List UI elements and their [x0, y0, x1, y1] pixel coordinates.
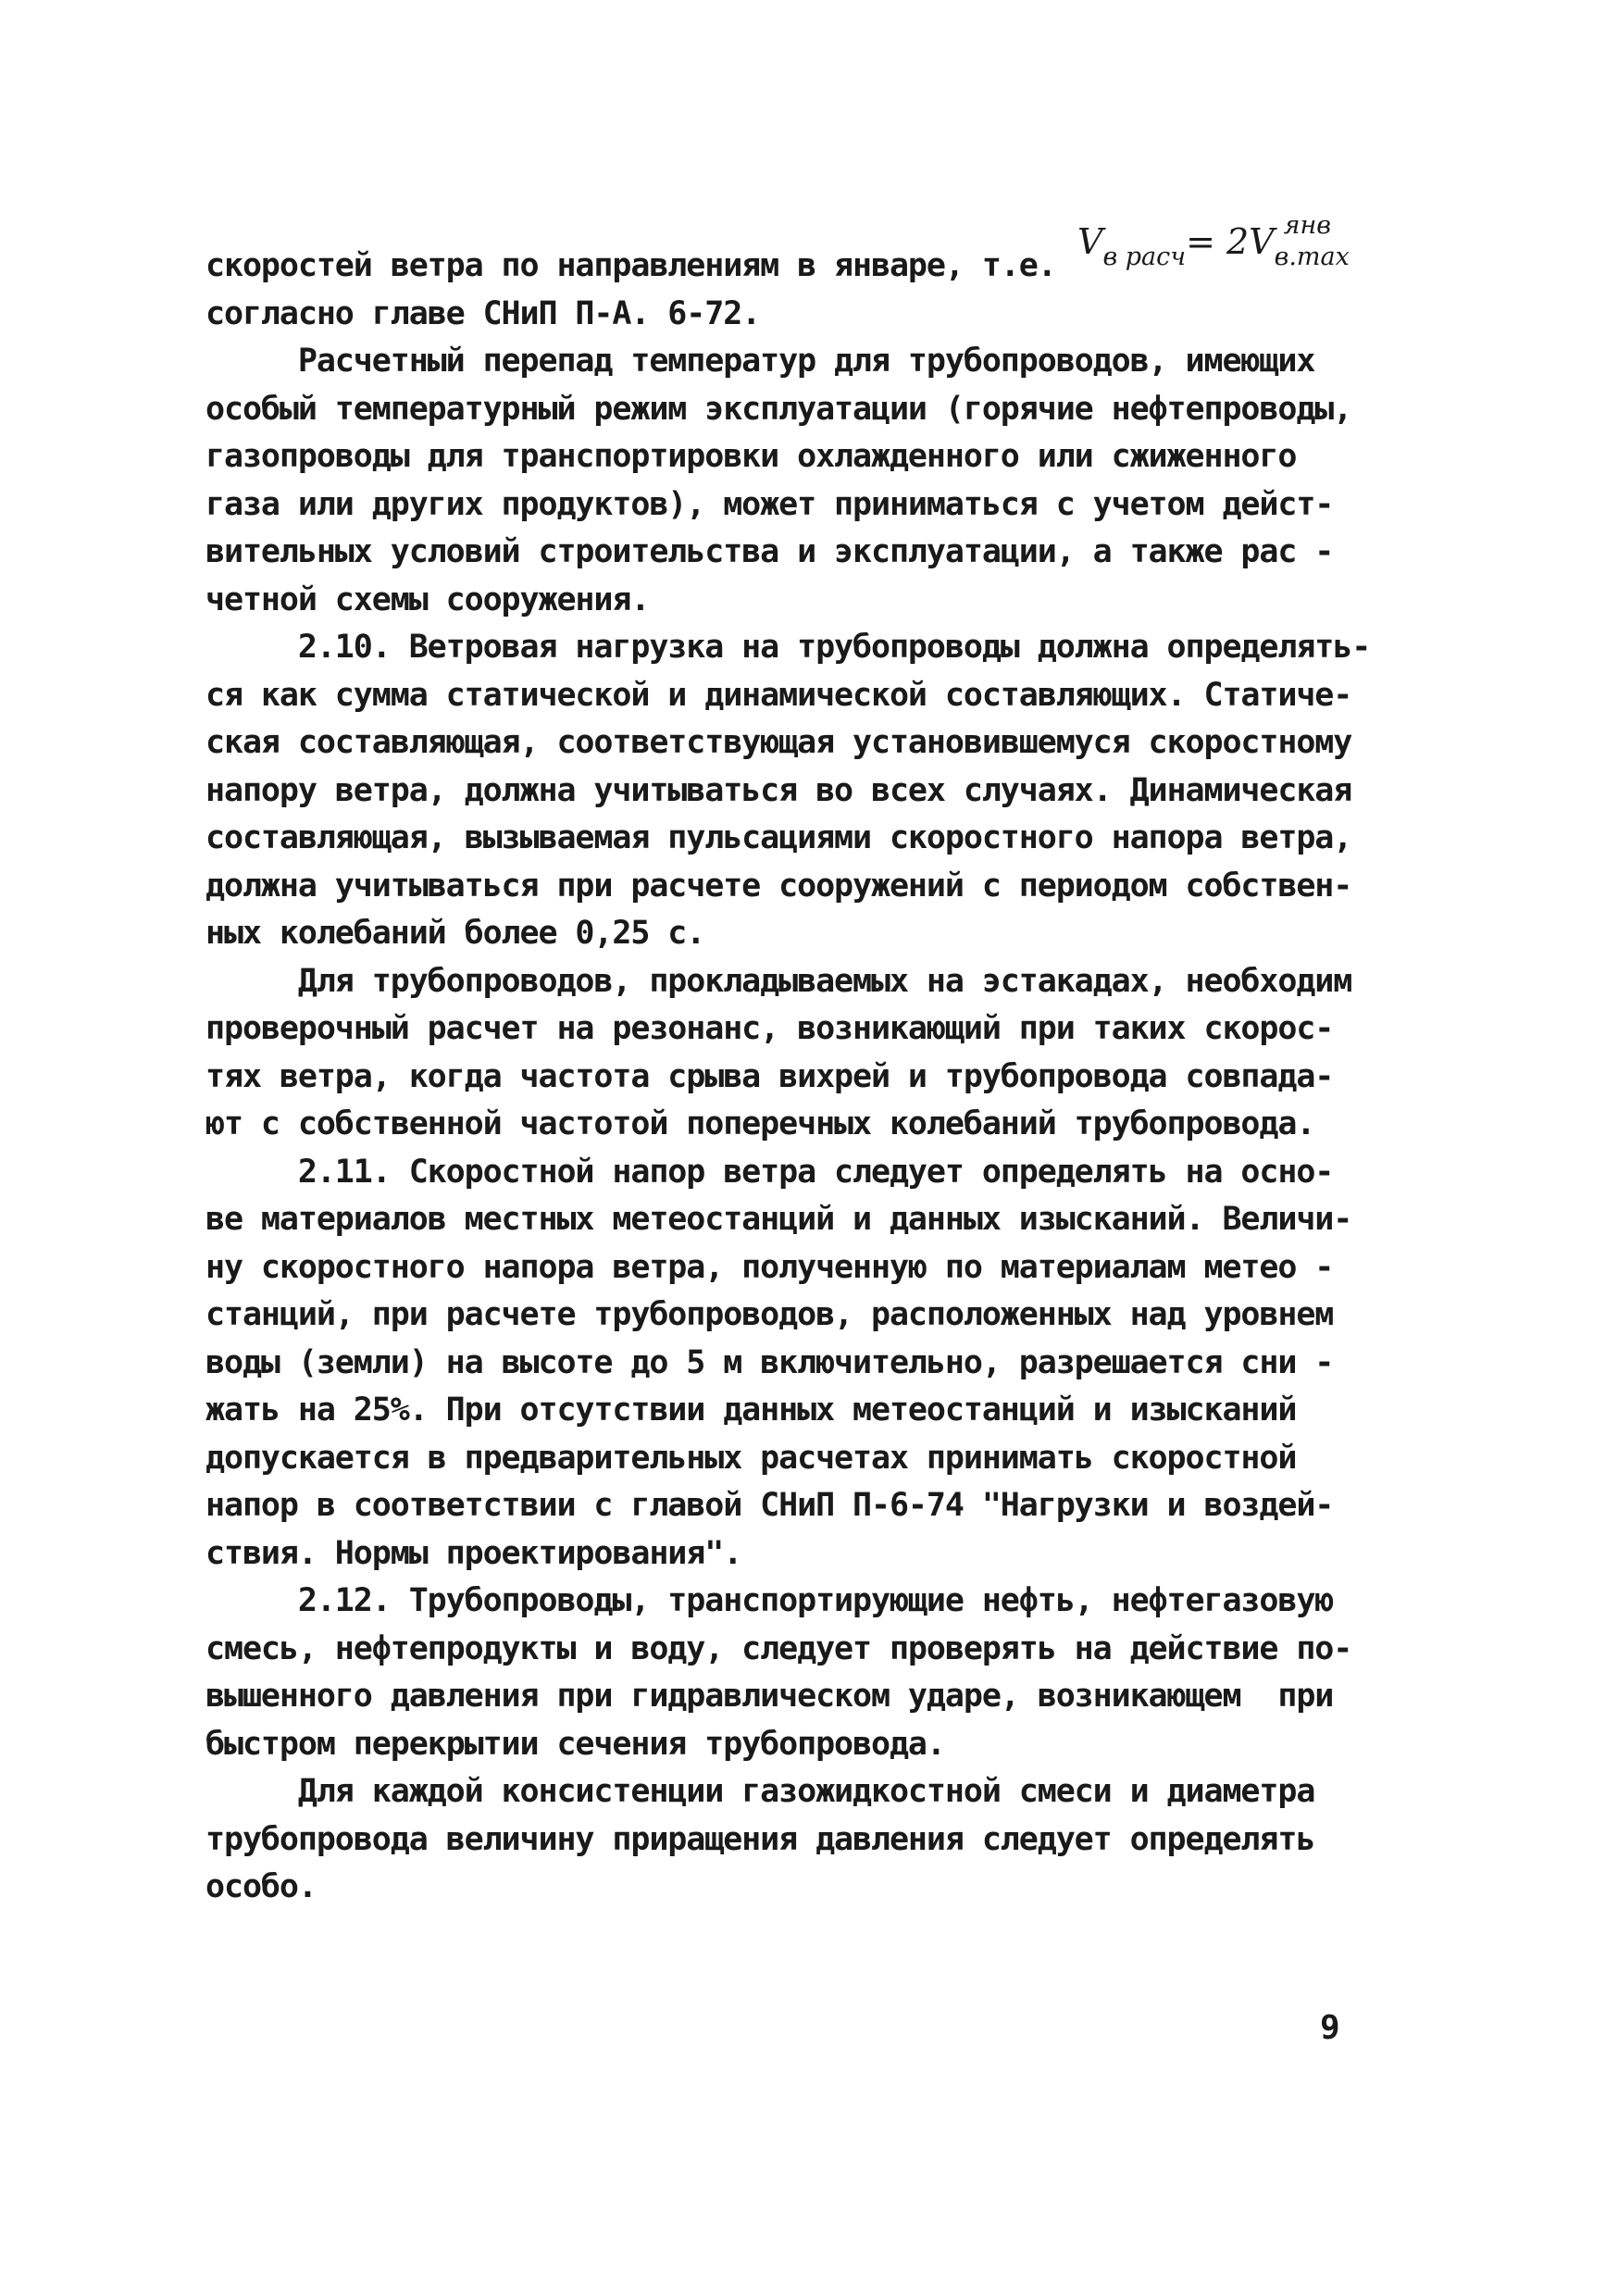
text-line: ных колебаний более 0,25 с. — [205, 915, 705, 952]
formula-v-symbol: V — [1077, 221, 1103, 262]
formula-subscript-max: в.max — [1274, 243, 1350, 271]
formula-subscript: в расч — [1102, 243, 1187, 271]
text-line: ская составляющая, соответствующая установившемуся скоростному — [205, 724, 1352, 761]
text-line: тях ветра, когда частота срыва вихрей и трубопровода совпада- — [205, 1057, 1334, 1095]
text-line: составляющая, вызываемая пульсациями скоростного напора ветра, — [205, 819, 1352, 856]
formula-indices — [1274, 211, 1350, 271]
formula-superscript: янв — [1283, 211, 1331, 240]
text-line: газа или других продуктов), может приниматься с учетом дейст- — [205, 485, 1334, 523]
body-text — [205, 211, 1400, 1912]
text-line-content: скоростей ветра по направлениям в январе, т.е. — [205, 247, 1056, 284]
text-line — [205, 211, 1400, 291]
text-line: особо. — [205, 1868, 317, 1905]
text-line: станций, при расчете трубопроводов, расположенных над уровнем — [205, 1296, 1334, 1333]
text-line: трубопровода величину приращения давления следует определять — [205, 1820, 1315, 1858]
text-line: смесь, нефтепродукты и воду, следует проверять на действие по- — [205, 1629, 1352, 1667]
text-line: Для трубопроводов, прокладываемых на эстакадах, необходим — [205, 962, 1352, 1000]
text-line: вительных условий строительства и эксплуатации, а также рас - — [205, 533, 1334, 570]
page-number: 9 — [1320, 2009, 1340, 2047]
wind-speed-formula — [1077, 211, 1350, 271]
text-line: должна учитываться при расчете сооружений с периодом собствен- — [205, 867, 1352, 905]
text-line: согласно главе СНиП П-А. 6-72. — [205, 294, 761, 332]
text-line: особый температурный режим эксплуатации (горячие нефтепроводы, — [205, 390, 1352, 428]
formula-equals: = 2V — [1186, 221, 1275, 262]
text-line: вышенного давления при гидравлическом ударе, возникающем при — [205, 1678, 1334, 1715]
text-line: газопроводы для транспортировки охлажденного или сжиженного — [205, 438, 1297, 475]
text-line: воды (земли) на высоте до 5 м включительно, разрешается сни - — [205, 1343, 1334, 1381]
text-line: ну скоростного напора ветра, полученную по материалам метео - — [205, 1248, 1334, 1286]
text-line: жать на 25%. При отсутствии данных метеостанций и изысканий — [205, 1391, 1297, 1429]
text-line: Расчетный перепад температур для трубопроводов, имеющих — [205, 343, 1315, 380]
section-2-10-heading-line: 2.10. Ветровая нагрузка на трубопроводы должна определять- — [205, 629, 1371, 666]
text-line: ся как сумма статической и динамической составляющих. Статиче- — [205, 676, 1352, 714]
text-line: Для каждой консистенции газожидкостной смеси и диаметра — [205, 1773, 1315, 1810]
text-line: допускается в предварительных расчетах принимать скоростной — [205, 1439, 1297, 1477]
text-line: напор в соответствии с главой СНиП П-6-74 "Нагрузки и воздей- — [205, 1487, 1334, 1524]
text-line: ют с собственной частотой поперечных колебаний трубопровода. — [205, 1105, 1315, 1142]
text-line: ствия. Нормы проектирования". — [205, 1534, 742, 1572]
text-line: быстром перекрытии сечения трубопровода. — [205, 1725, 945, 1763]
section-2-12-heading-line: 2.12. Трубопроводы, транспортирующие нефть, нефтегазовую — [205, 1582, 1334, 1619]
section-2-11-heading-line: 2.11. Скоростной напор ветра следует определять на осно- — [205, 1153, 1334, 1191]
text-line: четной схемы сооружения. — [205, 580, 650, 618]
text-line: ве материалов местных метеостанций и данных изысканий. Величи- — [205, 1201, 1352, 1238]
text-line: напору ветра, должна учитываться во всех случаях. Динамическая — [205, 771, 1352, 809]
text-line: проверочный расчет на резонанс, возникающий при таких скорос- — [205, 1010, 1334, 1047]
